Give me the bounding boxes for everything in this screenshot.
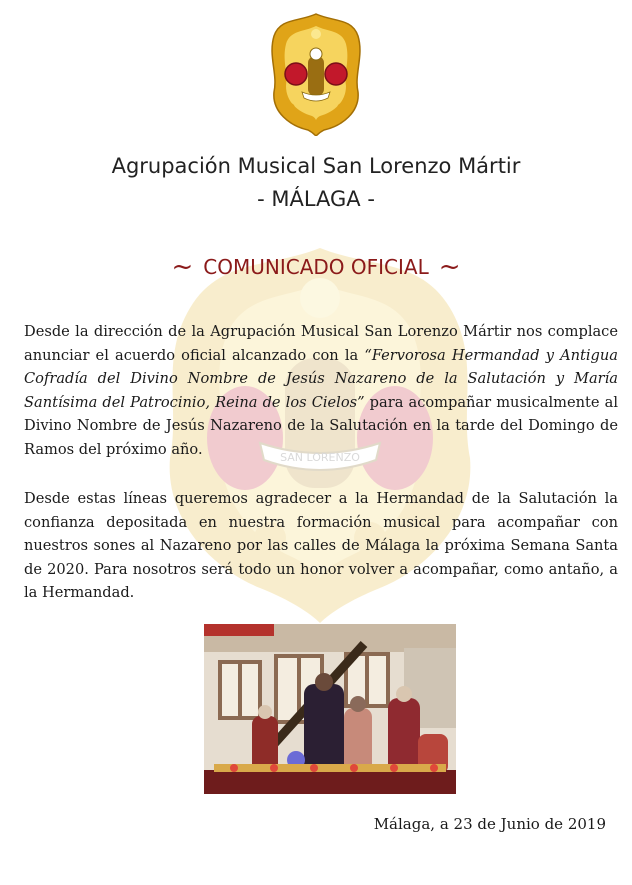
paragraph-1-end: para acompañar musicalmente al Divino Nombre de Jesús Nazareno de la Salutación en la tarde del Domingo de Ramos del próximo año. — [24, 393, 618, 458]
procession-photo — [204, 624, 456, 794]
tilde-left-ornament: ~ — [171, 252, 194, 282]
thanks-paragraph: Desde estas líneas queremos agradecer a la Hermandad de la Salutación la confianza depositada en nuestra formación musical para acompañar con nuestros sones al Nazareno por las calles de Málaga la próxima Semana Santa de 2020. Para nosotros será todo un honor volver a acompañar, como antaño, a la Hermandad. — [24, 490, 618, 602]
brotherhood-name: “Fervorosa Hermandad y Antigua Cofradía del Divino Nombre de Jesús Nazareno de la Salutación y María Santísima del Patrocinio, Reina de los Cielos” — [24, 346, 618, 411]
city-subtitle: - MÁLAGA - — [257, 187, 375, 211]
tilde-right-ornament: ~ — [438, 252, 461, 282]
announcement-paragraph — [24, 320, 618, 462]
organization-title: Agrupación Musical San Lorenzo Mártir — [111, 154, 521, 178]
place-and-date: Málaga, a 23 de Junio de 2019 — [373, 815, 606, 833]
watermark-motto: SAN LORENZO — [280, 451, 360, 464]
crest-logo — [268, 12, 364, 136]
notice-heading — [0, 251, 632, 281]
paragraph-1-start: Desde la dirección de la Agrupación Musical San Lorenzo Mártir nos complace anunciar el acuerdo oficial alcanzado con la — [24, 323, 618, 364]
notice-title: COMUNICADO OFICIAL — [203, 255, 429, 279]
